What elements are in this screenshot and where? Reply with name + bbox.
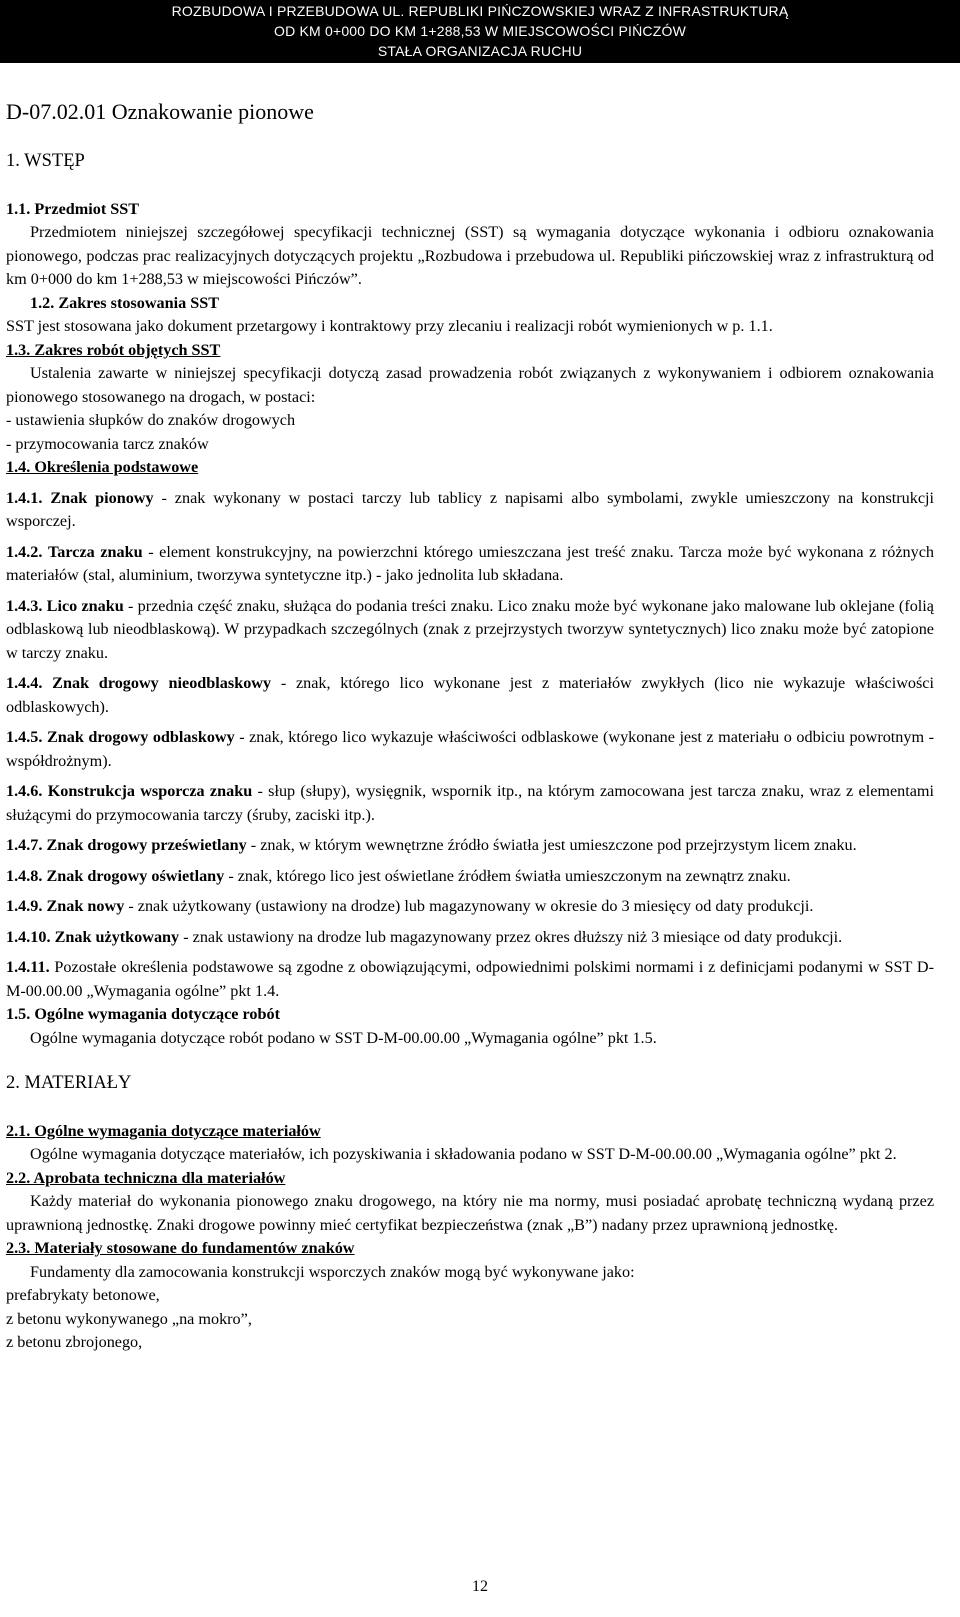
header-line-2: OD KM 0+000 DO KM 1+288,53 W MIEJSCOWOŚCI PIŃCZÓW xyxy=(273,23,686,39)
section-2-3-item: z betonu wykonywanego „na mokro”, xyxy=(6,1309,252,1328)
section-2-2-title: 2.2. Aprobata techniczna dla materiałów xyxy=(6,1168,286,1187)
section-1-3-text: Ustalenia zawarte w niniejszej specyfikacji dotyczą zasad prowadzenia robót związanych z wykonywaniem i odbiorem oznakowania pionowego stosowanego na drogach, w postaci: xyxy=(6,364,934,406)
definition-item: 1.4.10. Znak użytkowany - znak ustawiony na drodze lub magazynowany przez okres dłuższy niż 3 miesiące od daty produkcji. xyxy=(6,927,843,946)
definition-item: 1.4.6. Konstrukcja wsporcza znaku - słup (słupy), wysięgnik, wspornik itp., na którym zamocowana jest tarcza znaku, wraz z elementami służącymi do przymocowania tarczy (śruby, zaciski itp.). xyxy=(6,782,935,824)
section-2-2-text: Każdy materiał do wykonania pionowego znaku drogowego, na który nie ma normy, musi posiadać aprobatę techniczną wydaną przez uprawnioną jednostkę. Znaki drogowe powinny mieć certyfikat bezpieczeństwa (znak „B”) nadany przez uprawnioną jednostkę. xyxy=(6,1192,934,1234)
definition-item: 1.4.1. Znak pionowy - znak wykonany w postaci tarczy lub tablicy z napisami albo symbolami, zwykle umieszczony na konstrukcji wsporczej. xyxy=(6,488,935,530)
section-1-5-title: 1.5. Ogólne wymagania dotyczące robót xyxy=(6,1005,280,1023)
section-1-2-text: SST jest stosowana jako dokument przetargowy i kontraktowy przy zlecaniu i realizacji robót wymienionych w p. 1.1. xyxy=(6,317,773,335)
definition-item: 1.4.11. Pozostałe określenia podstawowe są zgodne z obowiązującymi, odpowiednimi polskimi normami i z definicjami podanymi w SST D-M-00.00.00 „Wymagania ogólne” pkt 1.4. xyxy=(6,958,934,1000)
section-2-1-text: Ogólne wymagania dotyczące materiałów, ich pozyskiwania i składowania podano w SST D-M-00.00.00 „Wymagania ogólne” pkt 2. xyxy=(30,1145,897,1163)
document-title: D-07.02.01 Oznakowanie pionowe xyxy=(6,99,314,124)
definitions-list xyxy=(6,487,934,1004)
section-1-1-text: Przedmiotem niniejszej szczegółowej specyfikacji technicznej (SST) są wymagania dotyczące wykonania i odbioru oznakowania pionowego, podczas prac realizacyjnych dotyczących projektu „Rozbudowa i przebudowa ul. Republiki pińczowskiej wraz z infrastrukturą od km 0+000 do km 1+288,53 w miejscowości Pińczów”. xyxy=(6,223,934,288)
section-1-3-title: 1.3. Zakres robót objętych SST xyxy=(6,340,221,359)
section-1 xyxy=(6,150,934,1355)
definition-item: 1.4.3. Lico znaku - przednia część znaku, służąca do podania treści znaku. Lico znaku może być wykonane jako malowane lub oklejane (folią odblaskową lub nieodblaskową). W przypadkach szczególnych (znak z przejrzystych tworzyw syntetycznych) lico znaku może być zatopione w tarczy znaku. xyxy=(6,596,934,662)
section-1-5-text: Ogólne wymagania dotyczące robót podano w SST D-M-00.00.00 „Wymagania ogólne” pkt 1.5. xyxy=(30,1028,657,1047)
section-2-3-item: z betonu zbrojonego, xyxy=(6,1333,143,1351)
definition-item: 1.4.5. Znak drogowy odblaskowy - znak, którego lico wykazuje właściwości odblaskowe (wykonane jest z materiału o odbiciu powrotnym - współdrożnym). xyxy=(6,728,934,770)
section-1-3-item-1: - ustawienia słupków do znaków drogowych xyxy=(6,411,296,429)
section-2-3-text: Fundamenty dla zamocowania konstrukcji wsporczych znaków mogą być wykonywane jako: xyxy=(30,1262,635,1281)
page-number: 12 xyxy=(472,1578,488,1595)
document-header xyxy=(0,0,960,63)
definition-item: 1.4.9. Znak nowy - znak użytkowany (ustawiony na drodze) lub magazynowany w okresie do 3 miesięcy od daty produkcji. xyxy=(6,897,814,915)
definition-item: 1.4.4. Znak drogowy nieodblaskowy - znak, którego lico wykonane jest z materiałów zwykłych (lico nie wykazuje właściwości odblaskowych). xyxy=(6,674,934,716)
definition-item: 1.4.7. Znak drogowy prześwietlany - znak, w którym wewnętrzne źródło światła jest umieszczone pod przejrzystym licem znaku. xyxy=(6,836,857,854)
section-1-heading: 1. WSTĘP xyxy=(6,151,85,171)
section-2-3-item: prefabrykaty betonowe, xyxy=(6,1286,160,1304)
header-line-3: STAŁA ORGANIZACJA RUCHU xyxy=(377,43,583,59)
section-2-1-title: 2.1. Ogólne wymagania dotyczące materiałów xyxy=(6,1121,321,1140)
section-2-3-title: 2.3. Materiały stosowane do fundamentów znaków xyxy=(6,1239,355,1257)
section-1-3-item-2: - przymocowania tarcz znaków xyxy=(6,434,209,453)
section-1-4-title: 1.4. Określenia podstawowe xyxy=(6,458,199,476)
header-line-1: ROZBUDOWA I PRZEBUDOWA UL. REPUBLIKI PIŃCZOWSKIEJ WRAZ Z INFRASTRUKTURĄ xyxy=(171,3,789,19)
definition-item: 1.4.8. Znak drogowy oświetlany - znak, którego lico jest oświetlane źródłem światła umieszczonym na zewnątrz znaku. xyxy=(6,866,791,885)
section-1-2-title: 1.2. Zakres stosowania SST xyxy=(30,293,220,312)
definition-item: 1.4.2. Tarcza znaku - element konstrukcyjny, na powierzchni którego umieszczana jest treść znaku. Tarcza może być wykonana z różnych materiałów (stal, aluminium, tworzywa syntetyczne itp.) - jako jednolita lub składana. xyxy=(6,542,935,584)
section-1-1-title: 1.1. Przedmiot SST xyxy=(6,199,140,218)
section-2-heading: 2. MATERIAŁY xyxy=(6,1073,132,1093)
